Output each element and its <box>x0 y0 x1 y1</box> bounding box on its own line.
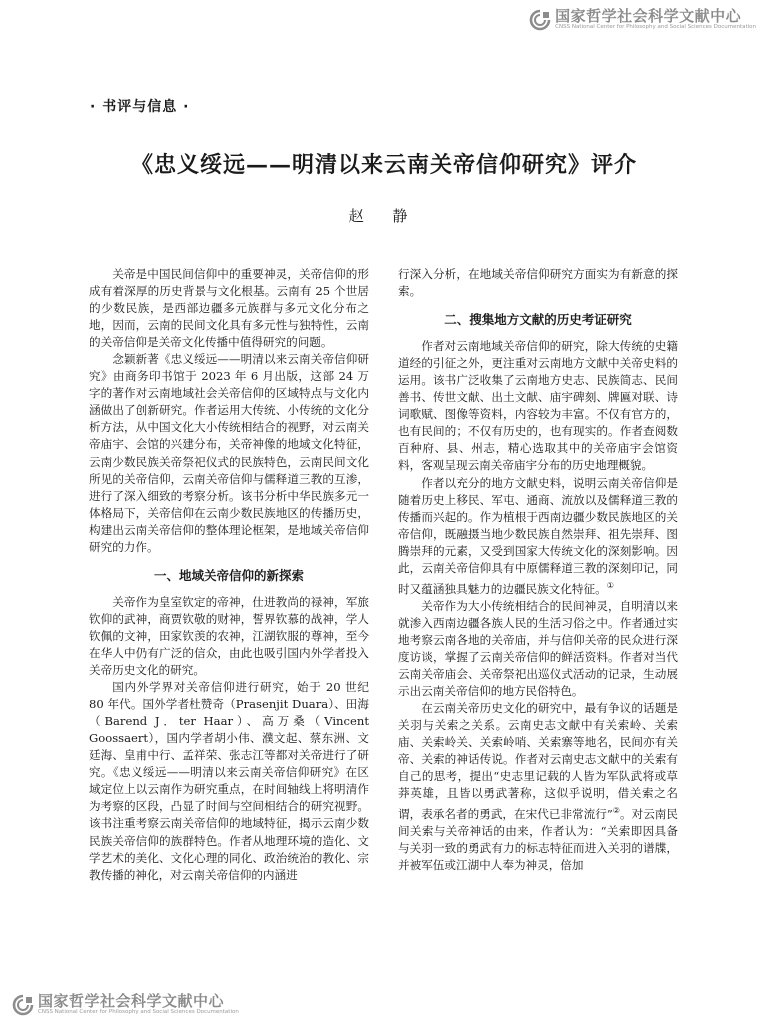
watermark-bottom <box>12 993 239 1016</box>
right-column <box>398 266 678 874</box>
paragraph <box>398 700 678 874</box>
paragraph: 国内外学界对关帝信仰进行研究，始于 20 世纪 80 年代。国外学者杜赞奇（Prasenjit Duara）、田海（Barend J．ter Haar）、高万桑（Vincent Goossaert），国内学者胡小伟、濮文起、蔡东洲、文廷海、皇甫中行、孟祥荣、张志江等都对关帝进行了研究。《忠义绥远——明清以来云南关帝信仰研究》在区域定位上以云南作为研究重点，在时间轴线上将明清作为考察的区段，凸显了时间与空间相结合的研究视野。该书注重考察云南关帝信仰的地域特征，揭示云南少数民族关帝信仰的族群特色。作者从地理环境的造化、文学艺术的美化、文化心理的同化、政治统治的教化、宗教传播的神化，对云南关帝信仰的内涵进 <box>89 680 369 882</box>
paragraph: 关帝是中国民间信仰中的重要神灵，关帝信仰的形成有着深厚的历史背景与文化根基。云南有 25 个世居的少数民族，是西部边疆多元族群与多元文化分布之地，因而，云南的民间文化具有多元性与独特性，云南的关帝信仰是关帝文化传播中值得研究的问题。 <box>89 267 369 350</box>
section-heading: 二、搜集地方文献的历史考证研究 <box>444 312 632 328</box>
paragraph: 关帝作为大小传统相结合的民间神灵，自明清以来就渗入西南边疆各族人民的生活习俗之中。作者通过实地考察云南各地的关帝庙，并与信仰关帝的民众进行深度访谈，掌握了云南关帝信仰的鲜活资料。作者对当代云南关帝庙会、关帝祭祀出巡仪式活动的记录，生动展示出云南关帝信仰的地方民俗特色。 <box>398 598 678 698</box>
cnss-logo-icon <box>12 994 34 1016</box>
section-heading: 一、地域关帝信仰的新探索 <box>153 567 304 583</box>
paragraph-text: 在云南关帝历史文化的研究中，最有争议的话题是关羽与关索之关系。云南史志文献中有关索岭、关索庙、关索岭关、关索岭哨、关索寨等地名，民间亦有关帝、关索的神话传说。作者对云南史志文献中的关索有自己的思考，提出“史志里记载的人皆为军队武将或草莽英雄，且皆以勇武著称，这似乎说明，借关索之名谓，表承名者的勇武，在宋代已非常流行” <box>398 700 678 822</box>
section-label: · 书评与信息 · <box>90 99 190 115</box>
watermark-subtitle: CNSS National Center for Philosophy and Social Sciences Documentation <box>38 1009 239 1015</box>
article-title: 《忠义绥远——明清以来云南关帝信仰研究》评介 <box>130 152 637 178</box>
left-column <box>89 266 369 884</box>
watermark-name: 国家哲学社会科学文献中心 <box>38 992 225 1010</box>
watermark-subtitle: CNSS National Center for Philosophy and Social Sciences Documentation <box>555 24 756 30</box>
paragraph-text: 。对云南民间关索与关帝神话的由来，作者认为：“关索即因具备与关羽一致的勇武有力的标志特征而进入关羽的谱牒，并被军伍或江湖中人奉为神灵，倍加 <box>398 807 678 873</box>
footnote-ref[interactable]: ① <box>606 580 614 590</box>
paragraph-continued: 行深入分析，在地域关帝信仰研究方面实为有新意的探索。 <box>398 267 678 299</box>
paragraph: 作者对云南地域关帝信仰的研究，除大传统的史籍道经的引征之外，更注重对云南地方文献中关帝史料的运用。该书广泛收集了云南地方史志、民族简志、民间善书、传世文献、出土文献、庙宇碑刻、牌匾对联、诗词歌赋、图像等资料，内容较为丰富。不仅有官方的，也有民间的；不仅有历史的，也有现实的。作者查阅数百种府、县、州志，精心选取其中的关帝庙宇会馆资料，客观呈现云南关帝庙宇分布的历史地理概貌。 <box>398 339 678 473</box>
paragraph-text: 作者以充分的地方文献史料，说明云南关帝信仰是随着历史上移民、军屯、通商、流放以及儒释道三教的传播而兴起的。作为植根于西南边疆少数民族地区的关帝信仰，既融摄当地少数民族自然崇拜、祖先崇拜、图腾崇拜的元素，又受到国家大传统文化的深刻影响。因此，云南关帝信仰具有中原儒释道三教的深刻印记，同时又蕴涵独具魅力的边疆民族文化特征。 <box>398 475 678 596</box>
author-name: 赵 静 <box>348 207 420 225</box>
watermark-name: 国家哲学社会科学文献中心 <box>555 7 742 25</box>
footnote-ref[interactable]: ② <box>612 806 620 816</box>
paragraph: 关帝作为皇室钦定的帝神，仕进教尚的禄神，军旅钦仰的武神，商贾钦敬的财神，誓界钦慕的战神，学人钦佩的文神，田家钦羡的农神，江湖钦服的尊神，至今在华人中仍有广泛的信众，由此也吸引国内外学者投入关帝历史文化的研究。 <box>89 594 369 678</box>
cnss-logo-icon <box>529 9 551 31</box>
paragraph <box>398 475 678 598</box>
paragraph: 念颖新著《忠义绥远——明清以来云南关帝信仰研究》由商务印书馆于 2023 年 6 月出版，这部 24 万字的著作对云南地域社会关帝信仰的区域特点与文化内涵做出了创新研究。作者运用大传统、小传统的文化分析方法，从中国文化大小传统相结合的视野，对云南关帝庙宇、会馆的兴建分布，关帝神像的地域文化特征，云南少数民族关帝祭祀仪式的民族特色，云南民间文化所见的关帝信仰，云南关帝信仰与儒释道三教的互渗，进行了深入细致的考察分析。该书分析中华民族多元一体格局下，关帝信仰在云南少数民族地区的传播历史，构建出云南关帝信仰的整体理论框架，是地域关帝信仰研究的力作。 <box>89 352 369 554</box>
watermark-top <box>529 8 756 31</box>
